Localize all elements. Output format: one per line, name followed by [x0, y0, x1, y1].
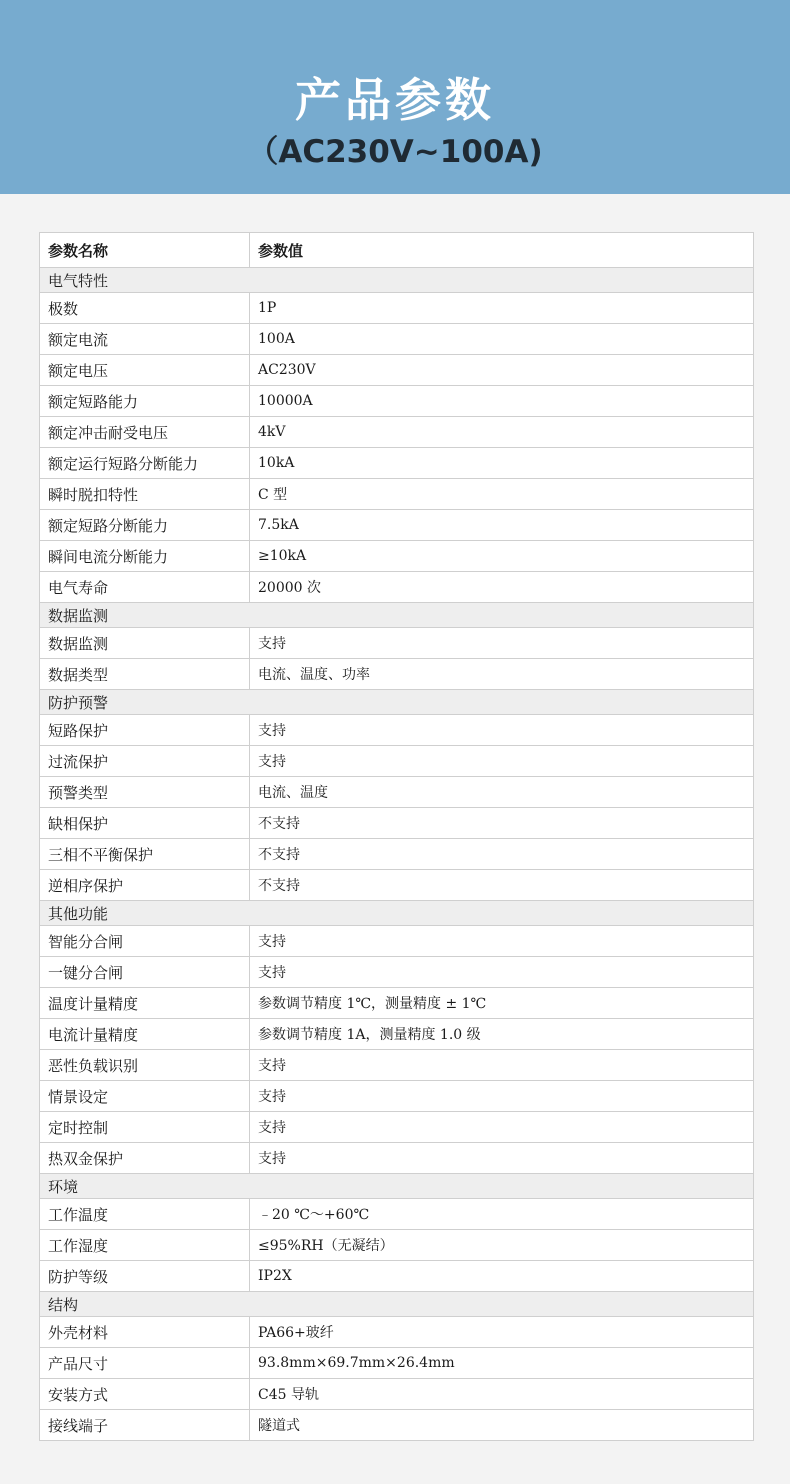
section-row — [40, 690, 754, 715]
param-name: 恶性负载识别 — [40, 1050, 250, 1081]
table-row — [40, 1230, 754, 1261]
table-row — [40, 448, 754, 479]
section-label: 电气特性 — [40, 268, 754, 293]
param-name: 三相不平衡保护 — [40, 839, 250, 870]
param-value: 支持 — [250, 926, 754, 957]
table-row — [40, 1050, 754, 1081]
param-name: 过流保护 — [40, 746, 250, 777]
section-label: 防护预警 — [40, 690, 754, 715]
param-value: 支持 — [250, 1081, 754, 1112]
table-row — [40, 808, 754, 839]
param-name: 预警类型 — [40, 777, 250, 808]
param-name: 工作温度 — [40, 1199, 250, 1230]
table-row — [40, 1081, 754, 1112]
table-row — [40, 417, 754, 448]
param-name: 情景设定 — [40, 1081, 250, 1112]
table-row — [40, 1379, 754, 1410]
table-row — [40, 1199, 754, 1230]
table-row — [40, 1261, 754, 1292]
param-name: 接线端子 — [40, 1410, 250, 1441]
table-row — [40, 1410, 754, 1441]
param-value: 支持 — [250, 957, 754, 988]
param-value: 支持 — [250, 628, 754, 659]
param-name: 额定短路分断能力 — [40, 510, 250, 541]
table-row — [40, 1348, 754, 1379]
param-name: 产品尺寸 — [40, 1348, 250, 1379]
param-value: C45 导轨 — [250, 1379, 754, 1410]
param-name: 额定冲击耐受电压 — [40, 417, 250, 448]
param-name: 防护等级 — [40, 1261, 250, 1292]
param-value: 电流、温度 — [250, 777, 754, 808]
param-value: 不支持 — [250, 808, 754, 839]
table-row — [40, 1112, 754, 1143]
table-row — [40, 870, 754, 901]
table-row — [40, 293, 754, 324]
param-value: 参数调节精度 1℃，测量精度 ± 1℃ — [250, 988, 754, 1019]
param-value: 4kV — [250, 417, 754, 448]
table-row — [40, 957, 754, 988]
table-row — [40, 324, 754, 355]
param-value: 100A — [250, 324, 754, 355]
page-subtitle: （AC230V~100A) — [247, 134, 543, 170]
section-row — [40, 1292, 754, 1317]
param-name: 数据监测 — [40, 628, 250, 659]
section-label: 环境 — [40, 1174, 754, 1199]
param-value: 1P — [250, 293, 754, 324]
param-name: 逆相序保护 — [40, 870, 250, 901]
table-row — [40, 628, 754, 659]
param-name: 智能分合闸 — [40, 926, 250, 957]
table-row — [40, 510, 754, 541]
param-value: AC230V — [250, 355, 754, 386]
table-row — [40, 386, 754, 417]
param-value: 支持 — [250, 746, 754, 777]
section-label: 其他功能 — [40, 901, 754, 926]
param-value: 电流、温度、功率 — [250, 659, 754, 690]
param-value: PA66+玻纤 — [250, 1317, 754, 1348]
param-name: 外壳材料 — [40, 1317, 250, 1348]
param-name: 短路保护 — [40, 715, 250, 746]
param-value: IP2X — [250, 1261, 754, 1292]
header-banner — [0, 0, 790, 194]
param-name: 电气寿命 — [40, 572, 250, 603]
param-value: 参数调节精度 1A，测量精度 1.0 级 — [250, 1019, 754, 1050]
param-name: 热双金保护 — [40, 1143, 250, 1174]
param-value: ﹣20 ℃～+60℃ — [250, 1199, 754, 1230]
param-value: 10000A — [250, 386, 754, 417]
param-name: 额定短路能力 — [40, 386, 250, 417]
spec-table — [39, 232, 754, 1441]
section-row — [40, 901, 754, 926]
param-value: 20000 次 — [250, 572, 754, 603]
table-row — [40, 777, 754, 808]
param-name: 一键分合闸 — [40, 957, 250, 988]
table-row — [40, 479, 754, 510]
column-header-name: 参数名称 — [40, 233, 250, 268]
param-value: 93.8mm×69.7mm×26.4mm — [250, 1348, 754, 1379]
column-header-value: 参数值 — [250, 233, 754, 268]
param-name: 定时控制 — [40, 1112, 250, 1143]
param-value: 不支持 — [250, 839, 754, 870]
table-body — [40, 268, 754, 1441]
param-value: 支持 — [250, 1112, 754, 1143]
page-title: 产品参数 — [295, 73, 495, 127]
param-value: 10kA — [250, 448, 754, 479]
section-label: 数据监测 — [40, 603, 754, 628]
spec-sheet — [39, 232, 753, 1441]
param-name: 数据类型 — [40, 659, 250, 690]
param-name: 极数 — [40, 293, 250, 324]
param-name: 瞬时脱扣特性 — [40, 479, 250, 510]
param-value: ≥10kA — [250, 541, 754, 572]
section-row — [40, 603, 754, 628]
section-row — [40, 1174, 754, 1199]
param-value: 不支持 — [250, 870, 754, 901]
table-row — [40, 715, 754, 746]
param-name: 安装方式 — [40, 1379, 250, 1410]
param-name: 额定运行短路分断能力 — [40, 448, 250, 479]
table-row — [40, 1143, 754, 1174]
table-row — [40, 541, 754, 572]
param-name: 温度计量精度 — [40, 988, 250, 1019]
param-value: ≤95%RH（无凝结） — [250, 1230, 754, 1261]
table-row — [40, 659, 754, 690]
section-label: 结构 — [40, 1292, 754, 1317]
param-name: 缺相保护 — [40, 808, 250, 839]
param-value: 隧道式 — [250, 1410, 754, 1441]
param-value: 支持 — [250, 715, 754, 746]
param-value: 支持 — [250, 1050, 754, 1081]
param-name: 瞬间电流分断能力 — [40, 541, 250, 572]
table-row — [40, 988, 754, 1019]
table-header-row — [40, 233, 754, 268]
param-name: 额定电流 — [40, 324, 250, 355]
table-row — [40, 1019, 754, 1050]
table-row — [40, 355, 754, 386]
param-value: 7.5kA — [250, 510, 754, 541]
param-value: 支持 — [250, 1143, 754, 1174]
table-row — [40, 746, 754, 777]
param-name: 工作湿度 — [40, 1230, 250, 1261]
table-row — [40, 839, 754, 870]
section-row — [40, 268, 754, 293]
param-name: 额定电压 — [40, 355, 250, 386]
table-row — [40, 1317, 754, 1348]
table-row — [40, 926, 754, 957]
param-name: 电流计量精度 — [40, 1019, 250, 1050]
table-row — [40, 572, 754, 603]
param-value: C 型 — [250, 479, 754, 510]
